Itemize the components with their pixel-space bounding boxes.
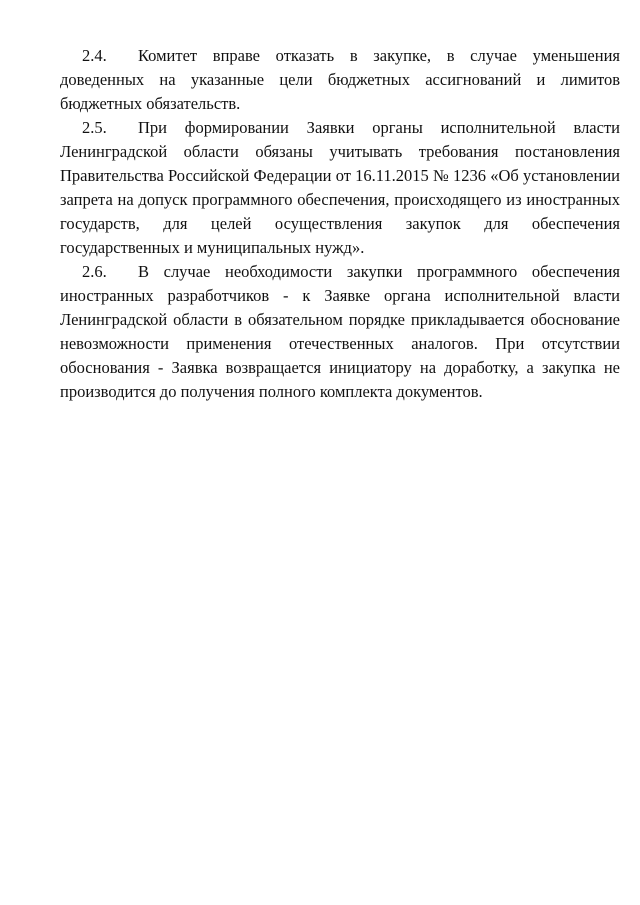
paragraph-number: 2.6. <box>82 262 107 281</box>
paragraph-text: Комитет вправе отказать в закупке, в случае уменьшения доведенных на указанные цели бюджетных ассигнований и лимитов бюджетных обязательств. <box>60 46 620 113</box>
paragraph-2-6 <box>60 260 620 404</box>
paragraph-text: При формировании Заявки органы исполнительной власти Ленинградской области обязаны учитывать требования постановления Правительства Российской Федерации от 16.11.2015 № 1236 «Об установлении запрета на допуск программного обеспечения, происходящего из иностранных государств, для целей осуществления закупок для обеспечения государственных и муниципальных нужд». <box>60 118 620 257</box>
paragraph-number: 2.5. <box>82 118 107 137</box>
document-body <box>60 44 620 404</box>
paragraph-2-5 <box>60 116 620 260</box>
paragraph-number: 2.4. <box>82 46 107 65</box>
paragraph-text: В случае необходимости закупки программного обеспечения иностранных разработчиков - к Заявке органа исполнительной власти Ленинградской области в обязательном порядке прикладывается обоснование невозможности применения отечественных аналогов. При отсутствии обоснования - Заявка возвращается инициатору на доработку, а закупка не производится до получения полного комплекта документов. <box>60 262 620 401</box>
paragraph-2-4 <box>60 44 620 116</box>
